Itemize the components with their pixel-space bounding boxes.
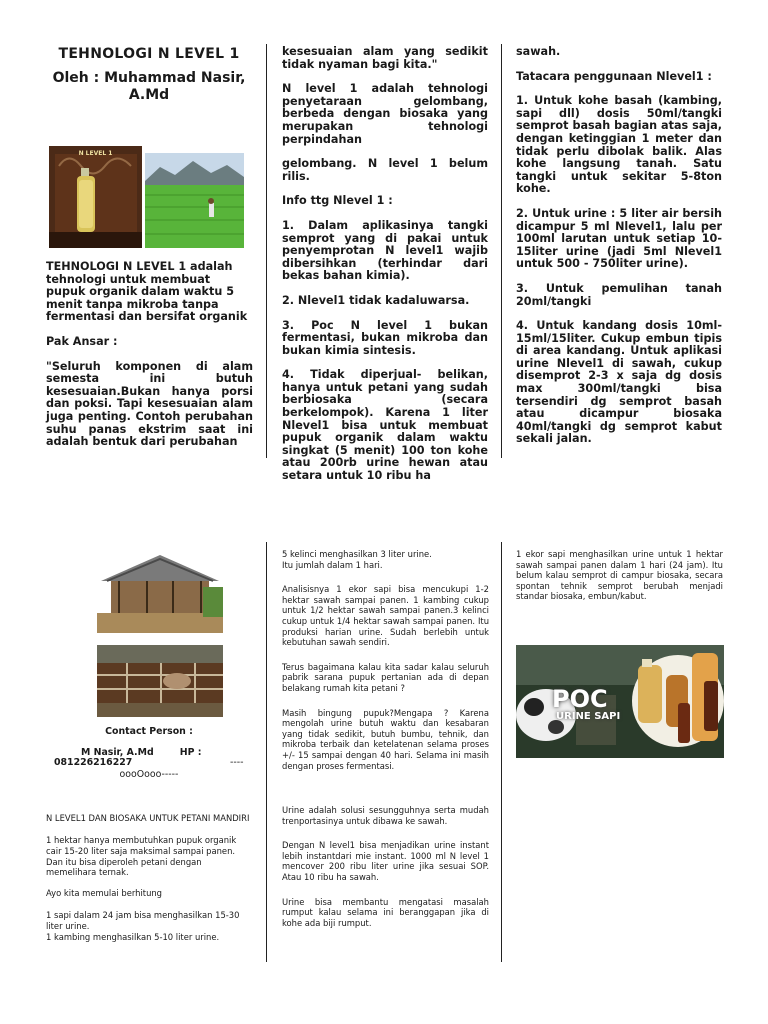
contact-title: Contact Person : (105, 726, 193, 737)
speaker-label: Pak Ansar : (46, 334, 118, 348)
paragraph: Ayo kita memulai berhitung (46, 887, 162, 898)
usage-step-1: 1. Untuk kohe basah (kambing, sapi dll) dosis 50ml/tangki semprot basah bagian atas saja, dengan ketinggian 1 meter dan tidak perlu dibolak balik. Alas kohe langsung tanah. Satu tangki untuk sekitar 5-8ton kohe. (516, 94, 722, 196)
bottom-middle-column (282, 549, 489, 938)
product-bottle-photo (49, 146, 142, 248)
top-right-column (516, 46, 722, 458)
top-left-column (46, 46, 252, 140)
barn-photo (97, 547, 223, 633)
intro-paragraph: TEHNOLOGI N LEVEL 1 adalah tehnologi untuk membuat pupuk organik dalam waktu 5 menit tanpa mikroba tanpa fermentasi dan bersifat organik (46, 260, 248, 324)
paragraph: 1 kambing menghasilkan 5-10 liter urine. (46, 931, 220, 942)
paragraph: 1 ekor sapi menghasilkan urine untuk 1 hektar sawah sampai panen dalam 1 hari (24 jam). Itu belum kalau semprot di campur biosaka, secara spontan tehnik semprot berubah menjadi standar biosaka, embun/kabut. (516, 549, 723, 602)
author-line: Oleh : Muhammad Nasir, A.Md (52, 70, 246, 103)
info-heading: Info ttg Nlevel 1 : (282, 194, 393, 208)
rice-field-photo (145, 153, 244, 248)
usage-step-2: 2. Untuk urine : 5 liter air bersih dicampur 5 ml Nlevel1, lalu per 100ml larutan untuk setiap 10-15liter urine (jadi 5ml Nlevel1 untuk 500 - 750liter urine). (516, 206, 722, 271)
bottom-left-column (46, 727, 252, 942)
usage-heading: Tatacara penggunaan Nlevel1 : (516, 69, 712, 83)
product-label-text: N LEVEL 1 (78, 150, 113, 157)
ornament-divider: oooOooo----- (119, 769, 179, 781)
paragraph: Terus bagaimana kalau kita sadar kalau seluruh pabrik sarana pupuk pertanian ada di depan belakang rumah kita petani ? (282, 661, 489, 693)
paragraph: 1 sapi dalam 24 jam bisa menghasilkan 15-30 liter urine. (46, 910, 240, 931)
paragraph: N level 1 adalah tehnologi penyetaraan gelombang, berbeda dengan biosaka yang merupakan tehnologi perpindahan (282, 82, 488, 146)
info-item-3: 3. Poc N level 1 bukan fermentasi, bukan mikroba dan bukan kimia sintesis. (282, 318, 488, 357)
poc-urine-photo (516, 645, 724, 758)
dash-text: ---- (230, 757, 244, 769)
usage-step-4: 4. Untuk kandang dosis 10ml-15ml/15liter. Cukup embun tipis di area kandang. Untuk aplikasi urine Nlevel1 di sawah, cukup disemprot 2-3 x saja dg dosis max 300ml/tangki bisa tersendiri dg semprot basah atau dicampur biosaka 40ml/tangki dg semprot kabut sekali jalan. (516, 319, 722, 446)
paragraph: Urine bisa membantu mengatasi masalah rumput kalau selama ini beranggapan jika di kohe ada biji rumput. (282, 896, 489, 928)
info-item-2: 2. Nlevel1 tidak kadaluwarsa. (282, 293, 470, 307)
top-middle-column (282, 46, 488, 495)
top-left-text (46, 261, 253, 461)
contact-name: M Nasir, A.Md HP : (81, 746, 202, 758)
column-divider (501, 542, 502, 962)
column-divider (266, 44, 267, 458)
usage-step-3: 3. Untuk pemulihan tanah 20ml/tangki (516, 281, 722, 308)
quote-paragraph: "Seluruh komponen di alam semesta ini butuh kesesuaian.Bukan hanya porsi dan poksi. Tapi kesesuaian alam juga penting. Contoh perubahan suhu panas ekstrim saat ini adalah bentuk dari perubahan (46, 359, 253, 449)
paragraph: Dengan N level1 bisa menjadikan urine instant lebih instantdari mie instant. 1000 ml N level 1 mencover 200 ribu liter urine jika sesuai SOP. Atau 10 ribu ha sawah. (282, 840, 489, 883)
contact-phone: 081226216227 (54, 757, 133, 769)
poc-subtitle: URINE SAPI (556, 711, 621, 722)
paragraph: 1 hektar hanya membutuhkan pupuk organik cair 15-20 liter saja maksimal sampai panen. Dan itu bisa diperoleh petani dengan memelihara ternak. (46, 835, 237, 878)
cattle-pen-photo (97, 645, 223, 717)
contact-phone-row (46, 758, 252, 770)
paragraph: Itu jumlah dalam 1 hari. (282, 559, 383, 570)
info-item-4: 4. Tidak diperjual- belikan, hanya untuk petani yang sudah berbiosaka (secara berkelompok). Karena 1 liter Nlevel1 bisa untuk membuat pupuk organik dalam waktu singkat (5 menit) 100 ton kohe atau 200rb urine hewan atau setara untuk 10 ribu ha (282, 368, 488, 483)
bottom-right-column (516, 549, 723, 612)
paragraph: Analisisnya 1 ekor sapi bisa mencukupi 1-2 hektar sawah sampai panen. 1 kambing cukup untuk 1/2 hektar sawah sampai panen.3 kelinci cukup untuk 1/4 hektar sawah sampai panen. Itu produksi harian urine. Sudah berlebih untuk kebutuhan sawah sendiri. (282, 584, 489, 648)
section-heading: N LEVEL1 DAN BIOSAKA UNTUK PETANI MANDIRI (46, 812, 250, 823)
column-divider (266, 542, 267, 962)
info-item-1: 1. Dalam aplikasinya tangki semprot yang di pakai untuk penyemprotan N level1 wajib dibersihkan (terhindar dari bekas bahan kimia). (282, 218, 488, 283)
paragraph: Masih bingung pupuk?Mengapa ? Karena mengolah urine butuh waktu dan kesabaran yang tidak sedikit, butuh bumbu, tehnik, dan mikroba terbaik dan ketelatenan selama proses +/- 15 sampai dengan 40 hari. Selama ini masih dengan proses fermentasi. (282, 707, 489, 771)
paragraph: gelombang. N level 1 belum rilis. (282, 157, 488, 183)
column-divider (501, 44, 502, 458)
paragraph: kesesuaian alam yang sedikit tidak nyaman bagi kita." (282, 45, 488, 71)
paragraph: 5 kelinci menghasilkan 3 liter urine. (282, 549, 432, 559)
document-title: TEHNOLOGI N LEVEL 1 (58, 46, 240, 62)
poc-title: POC (552, 685, 608, 713)
paragraph: sawah. (516, 45, 561, 58)
paragraph: Urine adalah solusi sesungguhnya serta mudah trenportasinya untuk dibawa ke sawah. (282, 805, 489, 826)
